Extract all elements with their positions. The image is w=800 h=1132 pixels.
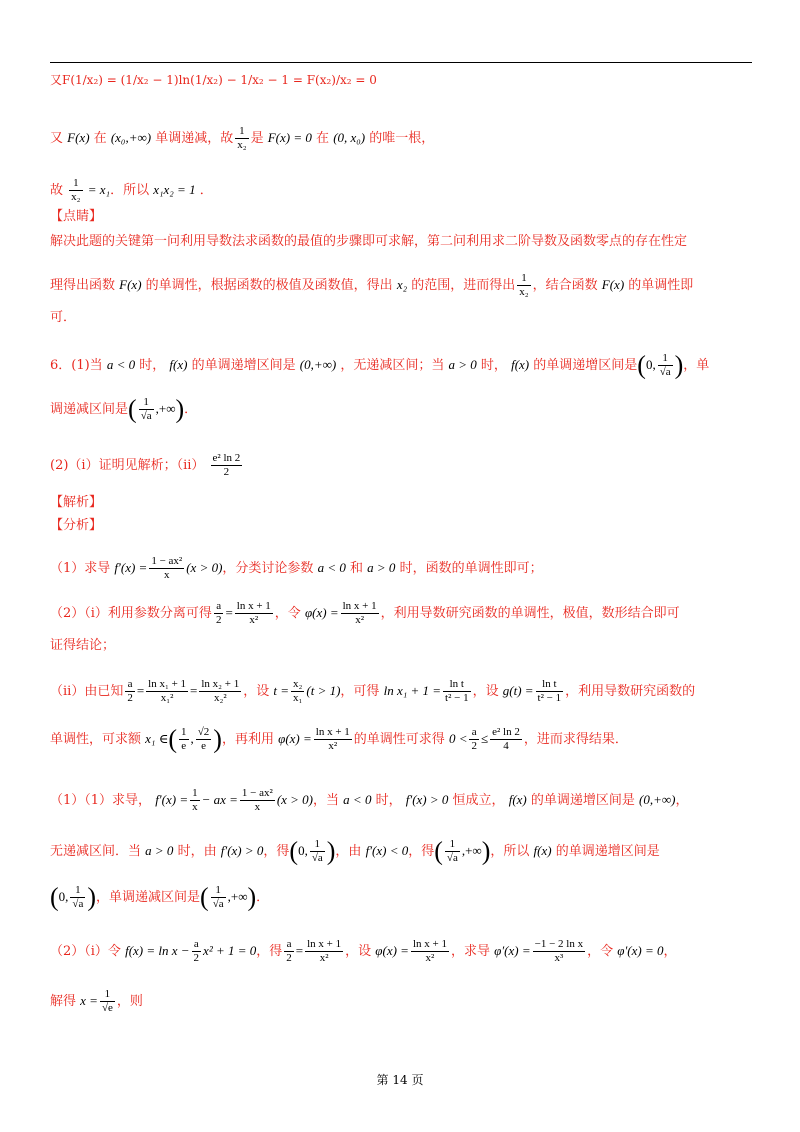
math-expr: x₁ ∈ <box>145 731 169 746</box>
text-run: 无递减区间．当 <box>50 844 142 859</box>
text-run: ，结合函数 <box>532 278 598 293</box>
header-rule <box>50 62 752 63</box>
math-expr: 0 < <box>448 731 468 746</box>
text-line: （2）（ⅰ）利用参数分离可得 $\frac{a}{2}$ = $\frac{\text{ln x + 1}}{\text{x²}}$ ，令 φ(x) = $\frac{\text{ln x + 1}}{\text{x²}}$ ，利用导数研究函数的单调性，极值，数形结合即可 <box>50 600 680 626</box>
text-run: ，利用导数研究函数的单调性，极值，数形结合即可 <box>380 606 680 621</box>
math-expr: f′(x) > 0 <box>405 792 449 807</box>
fraction: $\frac{a}{2}$ <box>127 678 133 704</box>
text-run: ，设 <box>243 684 270 699</box>
text-run: ，进而求得结果． <box>523 732 628 747</box>
equation-line: 又F(1/x₂) = (1/x₂ − 1)ln(1/x₂) − 1/x₂ − 1 = F(x₂)/x₂ = 0 <box>50 73 377 87</box>
text-run: ，令 <box>274 606 301 621</box>
text-run: ，可得 <box>340 684 380 699</box>
text-run: 证得结论； <box>50 638 116 653</box>
text-run: ．所以 <box>110 183 150 198</box>
math-expr: (x₀,+∞) <box>110 130 152 145</box>
fraction: $\frac{\text{ln t}}{\text{t² − 1}}$ <box>537 678 562 704</box>
text-run: 的单调递增区间是 <box>191 358 296 373</box>
fraction: $\frac{\text{ln x + 1}}{\text{x²}}$ <box>412 938 447 964</box>
text-run: ． <box>199 183 213 198</box>
text-line <box>50 787 752 814</box>
fraction: $\frac{\text{ln t}}{\text{t² − 1}}$ <box>445 678 469 704</box>
text-run: 和 <box>350 561 364 576</box>
fraction: $\frac{1}{√a}$ <box>212 884 224 910</box>
math-expr: f(x) <box>511 357 530 372</box>
text-run: 时， <box>375 793 402 808</box>
fraction: $\frac{\text{ln x + 1}}{\text{x²}}$ <box>307 938 342 964</box>
math-expr: f′(x) = <box>155 792 189 807</box>
math-expr: (x > 0) <box>276 792 314 807</box>
text-line: 单调性，可求额 x₁ ∈( $\frac{1}{e}$ , $\frac{√2}{e}$ )，再利用 φ(x) = $\frac{\text{ln x + 1}}{\text{x²}}$ 的单调性可求得 0 < $\frac{a}{2}$ ≤ $\frac{\text{e² ln 2}}{4}$ ，进而求得结果． <box>50 724 628 754</box>
text-line: 调递减区间是( $\frac{1}{√a}$ ,+∞)． <box>50 394 198 424</box>
fraction: $\frac{a}{2}$ <box>286 938 292 964</box>
math-expr: f(x) = ln x − <box>125 943 190 958</box>
text-run: ，则 <box>116 994 143 1009</box>
text-run: 【分析】 <box>50 518 103 533</box>
fraction: $\frac{1}{√e}$ <box>101 988 113 1014</box>
fraction: $\frac{1}{√a}$ <box>72 884 84 910</box>
text-run: 的单调递增区间是 <box>530 793 635 808</box>
fraction: $\frac{1}{√a}$ <box>659 352 671 378</box>
text-run: 【解析】 <box>50 495 103 510</box>
text-line <box>50 636 752 656</box>
text-run: 单调递减，故 <box>155 131 234 146</box>
fraction: $\frac{\text{1 − ax²}}{x}$ <box>241 787 273 813</box>
text-run: ，由 <box>335 844 362 859</box>
text-run: 理得出函数 <box>50 278 116 293</box>
fraction: $\frac{\text{ln x + 1}}{\text{x²}}$ <box>315 726 350 752</box>
text-run: 时，函数的单调性即可； <box>399 561 543 576</box>
fraction: $\frac{1}{√a}$ <box>311 838 323 864</box>
text-line <box>50 308 752 328</box>
text-run: 的单调性可求得 <box>353 732 445 747</box>
text-run: 恒成立， <box>452 793 505 808</box>
math-expr: f(x) <box>533 843 552 858</box>
fraction: $\frac{\text{−1 − 2 ln x}}{\text{x³}}$ <box>534 938 584 964</box>
text-run: ，当 <box>313 793 340 808</box>
math-expr: (x > 0) <box>186 560 223 575</box>
text-line <box>50 493 752 513</box>
math-expr: a < 0 <box>343 792 372 807</box>
fraction: $\frac{1}{e}$ <box>181 726 187 752</box>
fraction: $\frac{a}{2}$ <box>193 938 200 964</box>
text-run: 的唯一根， <box>369 131 435 146</box>
fraction: $\frac{\text{ln x₁ + 1}}{\text{x₁²}}$ <box>148 678 187 704</box>
math-expr: (0,+∞) <box>299 357 337 372</box>
text-line <box>50 988 752 1015</box>
fraction: $\frac{√2}{e}$ <box>197 726 210 752</box>
fraction: $\frac{\text{ln x + 1}}{\text{x²}}$ <box>342 600 377 626</box>
text-run: 单调性，可求额 <box>50 732 142 747</box>
text-run: （2）（ⅰ）令 <box>50 944 121 959</box>
text-line <box>50 125 752 152</box>
text-line: (0, $\frac{1}{√a}$ )，单调递减区间是( $\frac{1}{√a}$ ,+∞)． <box>50 882 270 912</box>
text-run: 是 <box>250 131 264 146</box>
fraction: $\frac{\text{e² ln 2}}{4}$ <box>492 726 520 752</box>
text-line: 故 $\frac{1}{\text{x₂}}$ = x₁．所以 x₁x₂ = 1 ． <box>50 177 213 203</box>
math-expr: a < 0 <box>106 357 136 372</box>
text-run: ，得 <box>256 944 283 959</box>
math-expr: f′(x) > 0 <box>220 843 264 858</box>
math-expr: f(x) <box>508 792 527 807</box>
math-expr: φ′(x) = 0 <box>617 943 664 958</box>
text-run: ， <box>675 793 689 808</box>
math-expr: x₂ <box>396 277 408 292</box>
math-expr: a > 0 <box>448 357 477 372</box>
text-run: ，求导 <box>450 944 490 959</box>
text-line: 6．(1)当 a < 0 时， f(x) 的单调递增区间是 (0,+∞) ，无递减区间；当 a > 0 时， f(x) 的单调递增区间是(0, $\frac{1}{√a}$ )，单 <box>50 350 710 380</box>
text-run: ，设 <box>472 684 499 699</box>
text-line: 无递减区间．当 a > 0 时，由 f′(x) > 0，得(0, $\frac{1}{√a}$ )，由 f′(x) < 0，得( $\frac{1}{√a}$ ,+∞)，所以 f(x) 的单调递增区间是 <box>50 836 660 866</box>
text-run: 【点睛】 <box>50 209 103 224</box>
text-line <box>50 272 752 299</box>
math-expr: f′(x) < 0 <box>365 843 409 858</box>
text-line <box>50 232 752 252</box>
text-run: ，单 <box>683 358 710 373</box>
fraction: $\frac{\text{ln x + 1}}{\text{x²}}$ <box>236 600 271 626</box>
text-run: 在 <box>93 131 107 146</box>
text-run: ，单调递减区间是 <box>96 890 201 905</box>
text-run: 的单调递增区间是 <box>555 844 660 859</box>
text-line <box>50 555 752 582</box>
text-run: 的范围，进而得出 <box>411 278 516 293</box>
math-expr: (0, x₀) <box>333 130 366 145</box>
text-run: 时， <box>139 358 166 373</box>
text-line: （2）（ⅰ）令 f(x) = ln x − $\frac{a}{2}$ x² + 1 = 0，得 $\frac{a}{2}$ = $\frac{\text{ln x + 1}}{\text{x²}}$ ，设 φ(x) = $\frac{\text{ln x + 1}}{\text{x²}}$ ，求导 φ′(x) = $\frac{\text{−1 − 2 ln x}}{\text{x³}}$ ，令 φ′(x) = 0， <box>50 938 677 964</box>
math-expr: a > 0 <box>367 560 396 575</box>
text-run: 解得 <box>50 994 77 1009</box>
text-run: ，利用导数研究函数的 <box>565 684 696 699</box>
text-run: 在 <box>316 131 330 146</box>
text-line: （ii）由已知 $\frac{a}{2}$ = $\frac{\text{ln x₁ + 1}}{\text{x₁²}}$ = $\frac{\text{ln x₂ + 1}}{\text{x₂²}}$ ，设 t = $\frac{\text{x₂}}{\text{x₁}}$ (t > 1)，可得 ln x₁ + 1 = $\frac{\text{ln t}}{\text{t² − 1}}$ ，设 g(t) = $\frac{\text{ln t}}{\text{t² − 1}}$ ，利用导数研究函数的 <box>50 678 696 704</box>
fraction: $\frac{\text{e² ln 2}}{2}$ <box>212 452 241 478</box>
fraction: $\frac{1}{x}$ <box>192 787 198 813</box>
text-line <box>50 207 752 227</box>
math-expr: − ax = <box>201 792 238 807</box>
fraction: $\frac{1}{√a}$ <box>446 838 458 864</box>
math-expr: F(x) = 0 <box>267 130 312 145</box>
text-run: 时，由 <box>177 844 217 859</box>
text-run: 6．(1)当 <box>50 358 103 373</box>
text-run: ，所以 <box>490 844 530 859</box>
fraction: $\frac{1}{\text{x₂}}$ <box>71 177 81 203</box>
fraction: $\frac{\text{1 − ax²}}{x}$ <box>151 555 183 581</box>
text-run: 调递减区间是 <box>50 402 129 417</box>
math-expr: a > 0 <box>145 843 174 858</box>
text-line <box>50 452 752 479</box>
math-expr: t = <box>273 683 290 698</box>
fraction: $\frac{1}{\text{x₂}}$ <box>237 125 247 151</box>
text-run: 故 <box>50 183 64 198</box>
fraction: $\frac{\text{ln x₂ + 1}}{\text{x₂²}}$ <box>201 678 240 704</box>
math-expr: F(x) <box>119 277 142 292</box>
math-expr: (0,+∞) <box>639 792 676 807</box>
text-run: 的单调性即 <box>628 278 694 293</box>
fraction: $\frac{1}{\text{x₂}}$ <box>519 272 529 298</box>
text-run: 解决此题的关键第一问利用导数法求函数的最值的步骤即可求解，第二问利用求二阶导数及函数零点的存在性定 <box>50 234 688 249</box>
fraction: $\frac{a}{2}$ <box>215 600 222 626</box>
math-expr: f′(x) = <box>114 560 148 575</box>
math-expr: φ(x) = <box>375 943 409 958</box>
math-expr: x = <box>80 993 98 1008</box>
math-expr: ≤ <box>480 731 489 746</box>
math-expr: a < 0 <box>317 560 346 575</box>
fraction: $\frac{1}{√a}$ <box>140 396 152 422</box>
text-run: ，无递减区间；当 <box>340 358 445 373</box>
text-run: 又 <box>50 131 64 146</box>
math-expr: F(x) <box>67 130 90 145</box>
text-run: （1）求导 <box>50 561 111 576</box>
text-run: ，设 <box>345 944 372 959</box>
text-run: 的单调性，根据函数的极值及函数值，得出 <box>145 278 393 293</box>
page-number: 第 14 页 <box>376 1073 424 1087</box>
text-line <box>50 516 752 536</box>
math-expr: (t > 1) <box>306 683 341 698</box>
math-expr: x₁x₂ = 1 <box>153 182 196 197</box>
text-line <box>50 70 752 91</box>
math-expr: f(x) <box>169 357 188 372</box>
math-expr: ln x₁ + 1 = <box>383 683 442 698</box>
fraction: $\frac{\text{x₂}}{\text{x₁}}$ <box>293 678 303 704</box>
text-run: ，得 <box>263 844 290 859</box>
math-expr: F(x) <box>601 277 625 292</box>
text-run: ，再利用 <box>221 732 274 747</box>
text-run: 的单调递增区间是 <box>533 358 638 373</box>
text-run: ，得 <box>408 844 435 859</box>
math-expr: φ′(x) = <box>494 943 531 958</box>
fraction: $\frac{a}{2}$ <box>471 726 477 752</box>
math-expr: φ(x) = <box>304 605 339 620</box>
text-run: （2）（ⅰ）利用参数分离可得 <box>50 606 212 621</box>
text-run: （ii）由已知 <box>50 684 124 699</box>
text-run: 时， <box>480 358 507 373</box>
text-run: 可． <box>50 310 77 325</box>
math-expr: g(t) = <box>502 683 534 698</box>
text-run: ， <box>663 944 677 959</box>
math-expr: x² + 1 = 0 <box>203 943 257 958</box>
text-run: ． <box>184 402 198 417</box>
math-expr: φ(x) = <box>278 731 312 746</box>
text-run: （1）（1）求导， <box>50 793 152 808</box>
text-run: (2)（i）证明见解析；（ii） <box>50 458 205 473</box>
text-run: ，分类讨论参数 <box>222 561 314 576</box>
text-run: ，令 <box>587 944 614 959</box>
text-run: ． <box>256 890 270 905</box>
